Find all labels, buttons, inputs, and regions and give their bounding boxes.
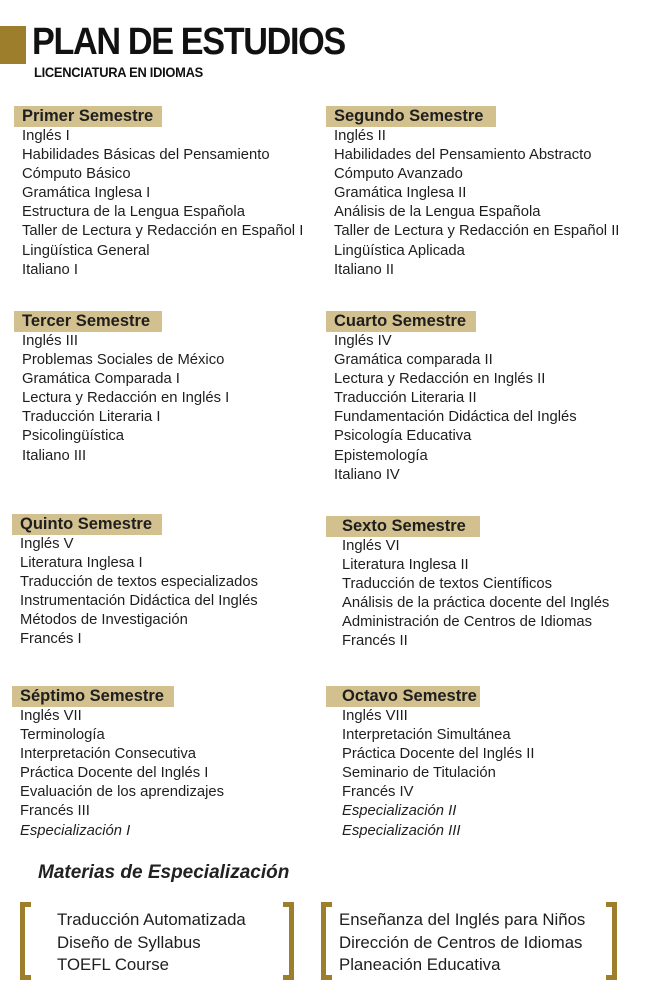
course-item: Interpretación Consecutiva xyxy=(20,746,197,763)
course-item: Taller de Lectura y Redacción en Español II xyxy=(334,223,620,240)
page-subtitle: LICENCIATURA EN IDIOMAS xyxy=(34,64,203,80)
course-item: Gramática comparada II xyxy=(334,352,493,369)
semester-2 xyxy=(326,106,619,280)
course-item: Fundamentación Didáctica del Inglés xyxy=(334,409,577,426)
course-item: Epistemología xyxy=(334,447,428,464)
course-item: Especialización I xyxy=(20,822,131,839)
course-item: Traducción de textos especializados xyxy=(20,574,258,591)
course-item: Lectura y Redacción en Inglés I xyxy=(22,390,230,407)
course-item: Traducción Literaria I xyxy=(22,409,161,426)
course-item: Francés IV xyxy=(342,784,414,801)
course-item: Traducción Literaria II xyxy=(334,390,477,407)
semester-3 xyxy=(14,311,229,466)
semester-1 xyxy=(14,106,303,280)
course-item: Instrumentación Didáctica del Inglés xyxy=(20,593,258,610)
course-item: Psicolingüística xyxy=(22,428,124,445)
semester-header: Quinto Semestre xyxy=(12,514,162,535)
course-item: Taller de Lectura y Redacción en Español I xyxy=(22,223,304,240)
course-item: Práctica Docente del Inglés II xyxy=(342,746,535,763)
course-item: Problemas Sociales de México xyxy=(22,352,225,369)
course-item: Práctica Docente del Inglés I xyxy=(20,765,209,782)
semester-6 xyxy=(326,516,609,652)
course-item: Italiano IV xyxy=(334,466,400,483)
bracket-left xyxy=(321,902,332,980)
course-item: Inglés IV xyxy=(334,333,392,349)
bracket-left xyxy=(20,902,31,980)
semester-header: Octavo Semestre xyxy=(326,686,480,707)
semester-header: Primer Semestre xyxy=(14,106,162,127)
specialization-group-1 xyxy=(20,902,294,980)
course-item: Inglés I xyxy=(22,128,70,144)
specialization-list xyxy=(321,902,617,977)
semester-4 xyxy=(326,311,577,485)
bracket-right xyxy=(606,902,617,980)
bracket-right xyxy=(283,902,294,980)
course-item: Especialización III xyxy=(342,822,461,839)
course-item: Administración de Centros de Idiomas xyxy=(342,614,593,631)
course-item: Inglés VI xyxy=(342,538,400,554)
course-item: Gramática Comparada I xyxy=(22,371,180,388)
course-list xyxy=(12,707,224,841)
specialization-item: Enseñanza del Inglés para Niños xyxy=(339,910,586,929)
course-item: Gramática Inglesa I xyxy=(22,185,151,202)
course-item: Literatura Inglesa I xyxy=(20,555,143,572)
course-item: Lectura y Redacción en Inglés II xyxy=(334,371,546,388)
course-item: Interpretación Simultánea xyxy=(342,727,511,744)
course-item: Inglés II xyxy=(334,128,386,144)
course-list xyxy=(14,332,229,466)
course-item: Habilidades Básicas del Pensamiento xyxy=(22,147,270,164)
course-item: Evaluación de los aprendizajes xyxy=(20,784,224,801)
course-item: Especialización II xyxy=(342,803,457,820)
course-item: Lingüística General xyxy=(22,242,150,259)
course-item: Inglés V xyxy=(20,536,74,552)
course-item: Análisis de la Lengua Española xyxy=(334,204,541,221)
course-item: Francés I xyxy=(20,631,82,648)
specialization-item: Diseño de Syllabus xyxy=(57,932,201,952)
course-item: Cómputo Avanzado xyxy=(334,166,463,183)
specialization-item: Dirección de Centros de Idiomas xyxy=(339,932,583,952)
semester-header: Tercer Semestre xyxy=(14,311,162,332)
course-item: Métodos de Investigación xyxy=(20,612,188,629)
course-item: Cómputo Básico xyxy=(22,166,131,183)
specialization-list xyxy=(20,902,294,977)
semester-header: Sexto Semestre xyxy=(326,516,480,537)
course-item: Psicología Educativa xyxy=(334,428,472,445)
course-item: Francés III xyxy=(20,803,90,820)
course-item: Análisis de la práctica docente del Inglés xyxy=(342,595,610,612)
course-item: Seminario de Titulación xyxy=(342,765,496,782)
specialization-item: Traducción Automatizada xyxy=(57,910,246,929)
specialization-item: Planeación Educativa xyxy=(339,955,501,974)
course-item: Inglés VII xyxy=(20,708,82,724)
semester-8 xyxy=(326,686,534,841)
course-item: Inglés III xyxy=(22,333,78,349)
course-list xyxy=(326,537,609,652)
page-title: PLAN DE ESTUDIOS xyxy=(32,21,345,63)
course-item: Gramática Inglesa II xyxy=(334,185,467,202)
course-item: Estructura de la Lengua Española xyxy=(22,204,245,221)
course-item: Italiano III xyxy=(22,447,87,464)
course-item: Terminología xyxy=(20,727,105,744)
specialization-group-2 xyxy=(321,902,617,980)
specialization-item: TOEFL Course xyxy=(57,955,169,974)
course-item: Italiano I xyxy=(22,261,78,278)
semester-header: Cuarto Semestre xyxy=(326,311,476,332)
course-list xyxy=(326,332,577,485)
semester-header: Segundo Semestre xyxy=(326,106,496,127)
course-list xyxy=(12,535,258,650)
course-list xyxy=(326,127,619,280)
semester-5 xyxy=(12,514,258,650)
specialization-title: Materias de Especialización xyxy=(38,862,290,883)
semester-7 xyxy=(12,686,224,841)
semester-header: Séptimo Semestre xyxy=(12,686,174,707)
course-item: Literatura Inglesa II xyxy=(342,557,469,574)
course-item: Italiano II xyxy=(334,261,395,278)
course-item: Habilidades del Pensamiento Abstracto xyxy=(334,147,592,164)
course-list xyxy=(14,127,303,280)
course-item: Traducción de textos Científicos xyxy=(342,576,552,593)
course-list xyxy=(326,707,534,841)
course-item: Inglés VIII xyxy=(342,708,408,724)
accent-bar xyxy=(0,26,26,64)
course-item: Lingüística Aplicada xyxy=(334,242,465,259)
course-item: Francés II xyxy=(342,633,408,650)
